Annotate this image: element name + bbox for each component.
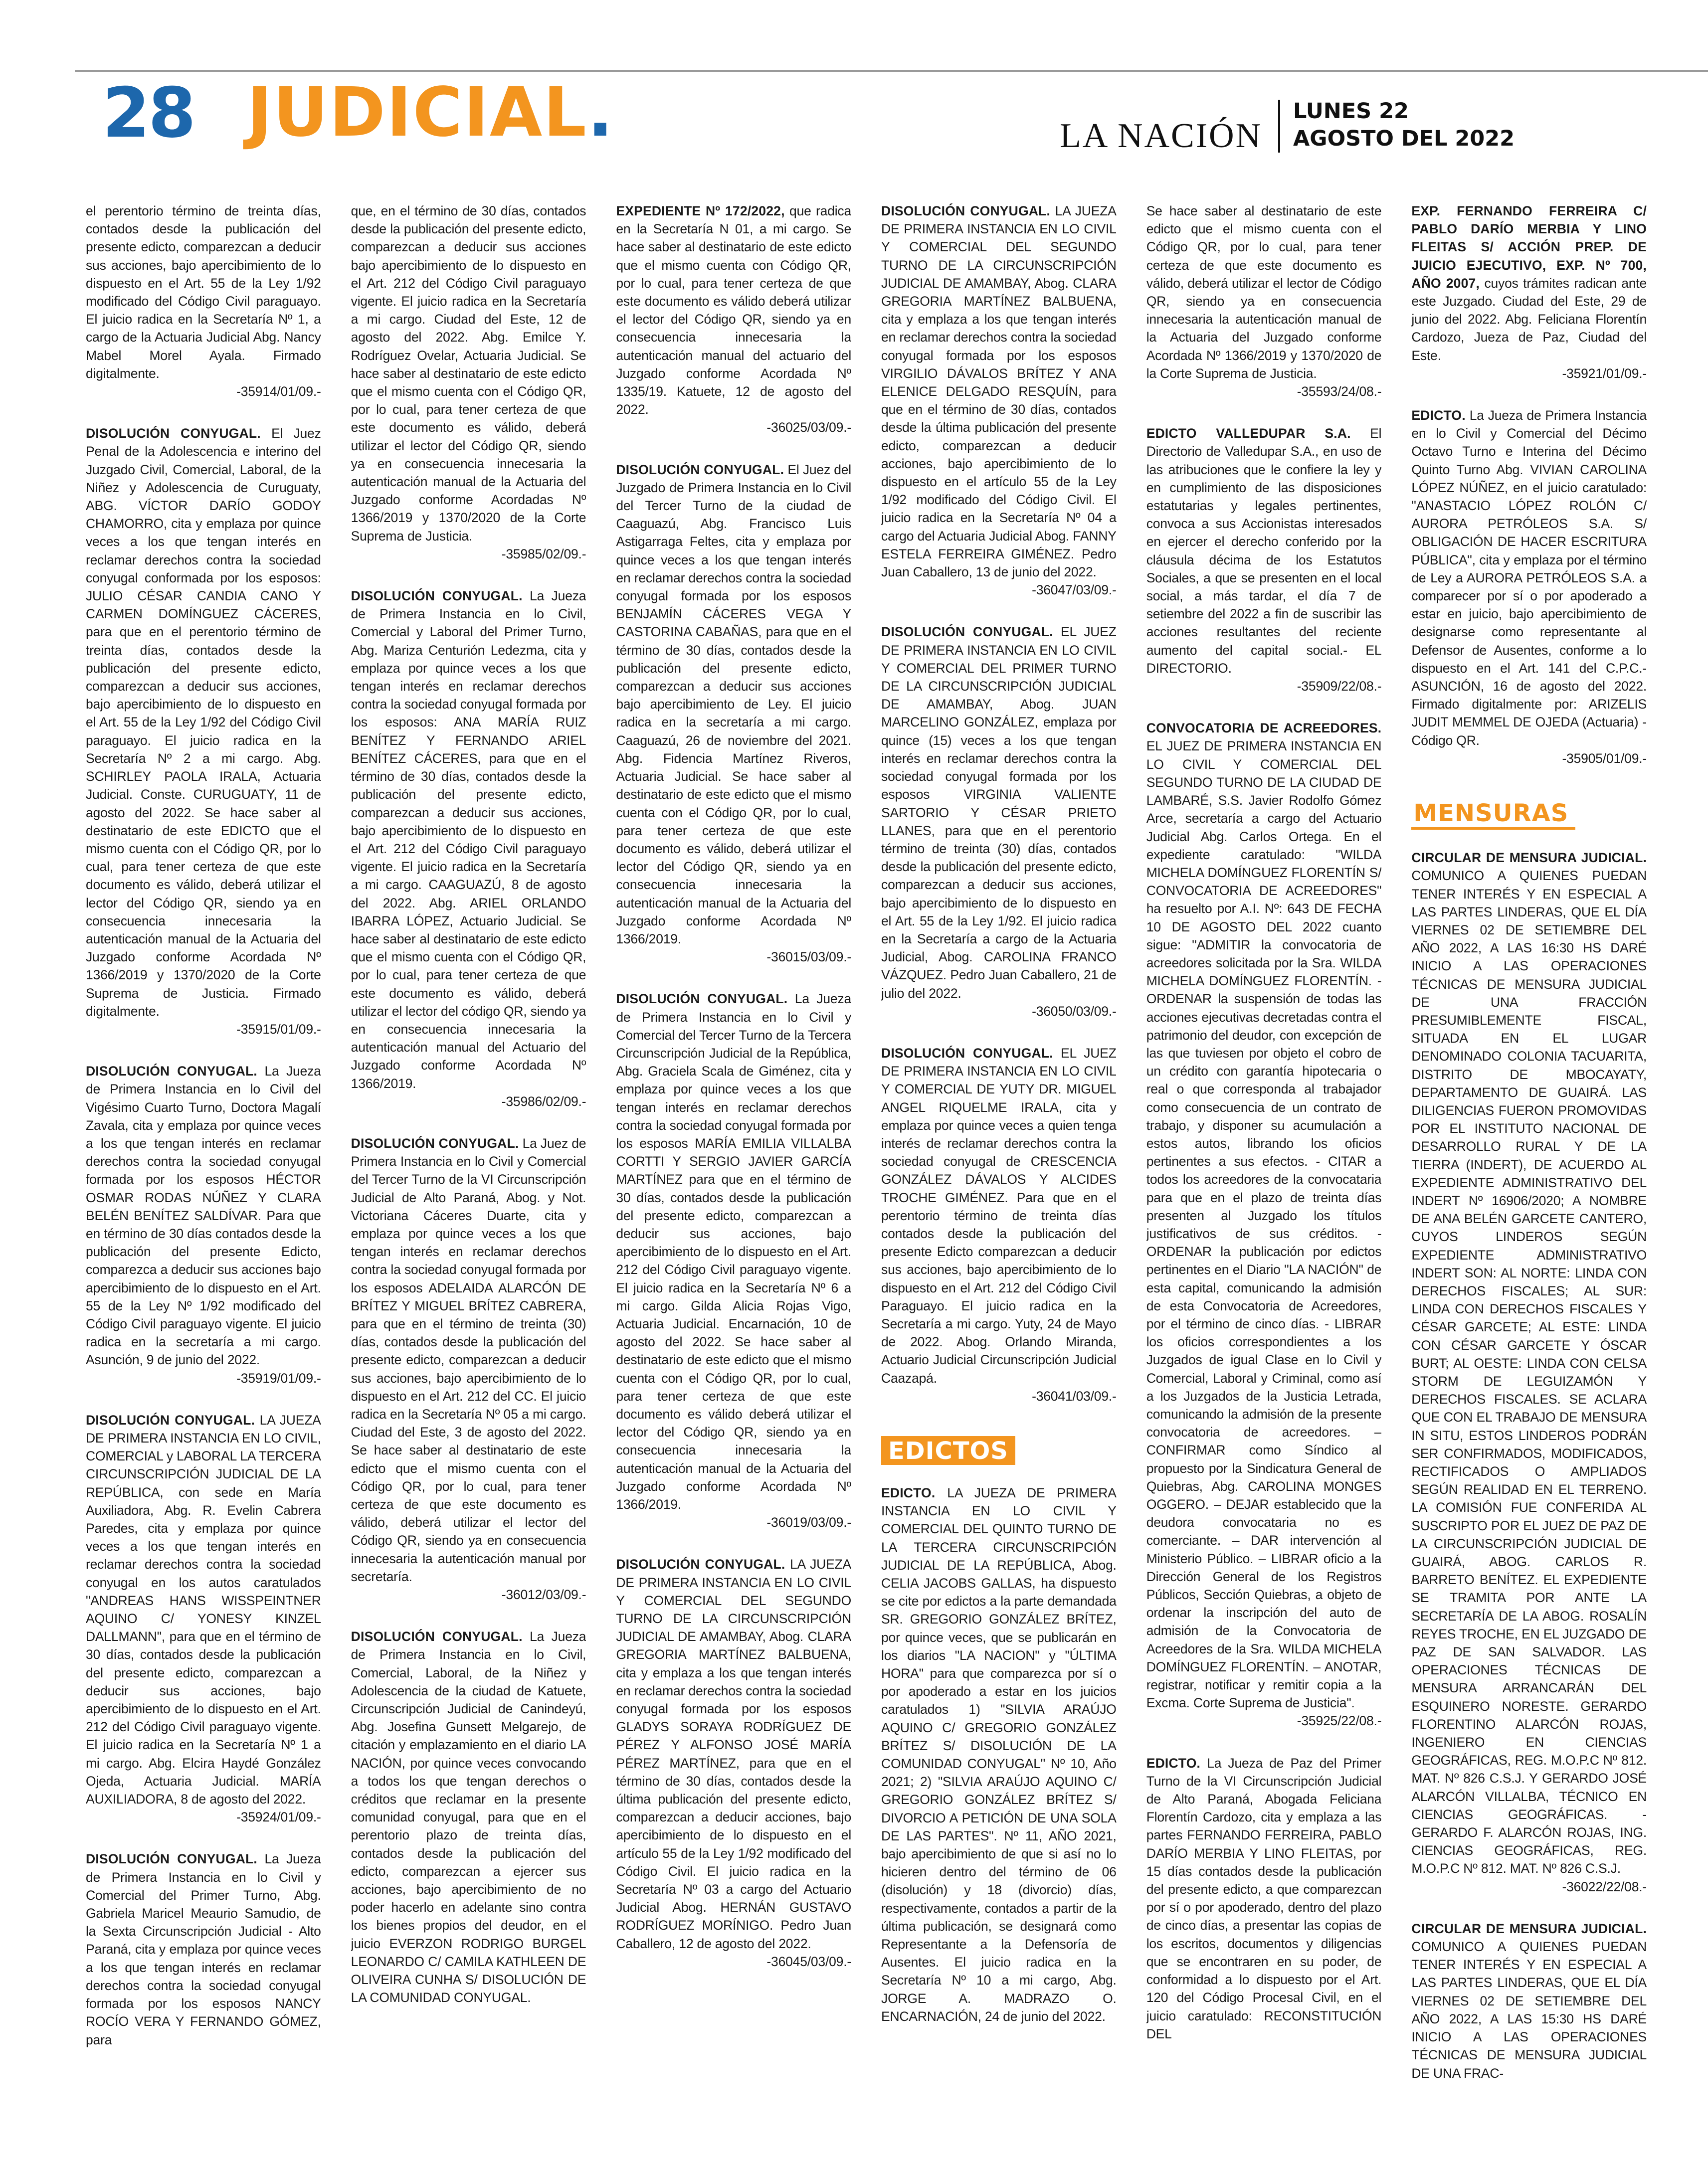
notice-body: EL JUEZ DE PRIMERA INSTANCIA EN LO CIVIL Y COMERCIAL DEL SEGUNDO TURNO DE LA CIUDAD DE LAMBARÉ, S.S. Javier Rodolfo Gómez Arce, secretaría a cargo del Actuario Judicial Abg. Carlos Ortega. En el expediente caratulado: "WILDA MICHELA DOMÍNGUEZ FLORENTÍN S/ CONVOCATORIA DE ACREEDORES" ha resuelto por A.I. Nº: 643 DE FECHA 10 DE AGOSTO DEL 2022 cuanto sigue: "ADMITIR la convocatoria de acreedores solicitada por la Sra. WILDA MICHELA DOMÍNGUEZ FLORENTÍN. - ORDENAR la suspensión de todas las acciones ejecutivas decretadas contra el patrimonio del deudor, con excepción de las que tuviesen por objeto el cobro de un crédito con garantía hipotecaria o real o que corresponda al trabajador como consecuencia de un contrato de trabajo, y disponer su acumulación a estos autos, librando los oficios pertinentes a sus efectos. - CITAR a todos los acreedores de la convocataria para que en el plazo de treinta días presenten al Juzgado los títulos justificativos de sus créditos. - ORDENAR la publicación por edictos pertinentes en el Diario "LA NACIÓN" de esta capital, comunicando la admisión de esta Convocatoria de Acreedores, por el término de cinco días. - LIBRAR los oficios correspondientes a los Juzgados de igual Clase en lo Civil y Comercial, Laboral y Criminal, como así a los Juzgados de la Justicia Letrada, comunicando la admisión de la presente convocatoria de acreedores. – CONFIRMAR como Síndico al propuesto por la Sindicatura General de Quiebras, Abg. CAROLINA MONGES OGGERO. – DEJAR establecido que la deudora convocataria no es comerciante. – DAR intervención al Ministerio Público. – LIBRAR oficio a la Dirección General de los Registros Públicos, Sección Quiebras, a objeto de ordenar la inscripción del auto de admisión de la Convocatoria de Acreedores de la Sra. WILDA MICHELA DOMÍNGUEZ FLORENTÍN. – ANOTAR, registrar, notificar y remitir copia a la Excma. Corte Suprema de Justicia".	[1146, 738, 1382, 1711]
column-1	[86, 202, 321, 2162]
notice-heading: DISOLUCIÓN CONYUGAL.	[881, 624, 1053, 640]
section-title-dot: .	[587, 73, 614, 152]
notice-reference: -35909/22/08.-	[1297, 679, 1382, 694]
notice-heading: DISOLUCIÓN CONYUGAL.	[881, 203, 1051, 218]
section-rubric: EDICTOS	[881, 1436, 1015, 1465]
notice-heading: DISOLUCIÓN CONYUGAL.	[616, 991, 788, 1007]
page-number: 28	[102, 73, 194, 153]
column-4	[881, 202, 1117, 2162]
legal-notice	[86, 1062, 321, 1387]
notice-heading: EDICTO.	[1146, 1755, 1201, 1771]
notice-reference: -36047/03/09.-	[1032, 582, 1117, 598]
notice-body: La Juez de Primera Instancia en lo Civil y Comercial del Tercer Turno de la VI Circunscripción Judicial de Alto Paraná, Abog. y Not. Victoriana Cáceres Duarte, cita y emplaza por quince veces a los que tengan interés en reclamar derechos contra la sociedad conyugal formada por los esposos ADELAIDA ALARCÓN DE BRÍTEZ Y MIGUEL BRÍTEZ CABRERA, para que en el término de treinta (30) días, contados desde la publicación del presente edicto, comparezcan a deducir sus acciones, bajo apercibimiento de lo dispuesto en el Art. 212 del CC. El juicio radica en la Secretaría Nº 05 a mi cargo. Ciudad del Este, 3 de agosto del 2022. Se hace saber al destinatario de este edicto que el mismo cuenta con el Código QR, por lo cual, para tener certeza de que este documento es válido, deberá utilizar el lector del Código QR, siendo ya en consecuencia innecesaria la autenticación manual por secretaría.	[351, 1135, 586, 1584]
column-3	[616, 202, 851, 2162]
legal-notice	[351, 1134, 586, 1604]
notice-body: LA JUEZA DE PRIMERA INSTANCIA EN LO CIVIL Y COMERCIAL DEL SEGUNDO TURNO DE LA CIRCUNSCRIPCIÓN JUDICIAL DE AMAMBAY, Abog. CLARA GREGORIA MARTÍNEZ BALBUENA, cita y emplaza a los que tengan interés en reclamar derechos contra la sociedad conyugal formada por los esposos GLADYS SORAYA RODRÍGUEZ DE PÉREZ Y ALFONSO JOSÉ MARÍA PÉREZ MARTÍNEZ, para que en el término de 30 días, contados desde la última publicación del presente edicto, comparezcan a deducir acciones, bajo apercibimiento de lo dispuesto en el artículo 55 de la Ley 1/92 modificado del Código Civil. El juicio radica en la Secretaría Nº 03 a cargo del Actuario Judicial Abog. HERNÁN GUSTAVO RODRÍGUEZ MORÍNIGO. Pedro Juan Caballero, 12 de agosto del 2022.	[616, 1557, 852, 1951]
notice-heading: CONVOCATORIA DE ACREEDORES.	[1146, 721, 1382, 736]
notice-heading: DISOLUCIÓN CONYUGAL.	[616, 462, 784, 477]
notice-reference: -36045/03/09.-	[766, 1954, 852, 1969]
notice-body: El Juez Penal de la Adolescencia e interino del Juzgado Civil, Comercial, Laboral, de la Niñez y Adolescencia de Curuguaty, ABG. VÍCTOR DARÍO GODOY CHAMORRO, cita y emplaza por quince veces a los que tengan interés en reclamar derechos contra la sociedad conyugal conformada por los esposos: JULIO CÉSAR CANDIA CANO Y CARMEN DOMÍNGUEZ CÁCERES, para que en el perentorio término de treinta días, contados desde la publicación del presente edicto, comparezcan a deducir sus acciones, bajo apercibimiento de lo dispuesto en el Art. 55 de la Ley 1/92 del Código Civil paraguayo. El juicio radica en la Secretaría Nº 2 a mi cargo. Abg. SCHIRLEY PAOLA IRALA, Actuaria Judicial. Conste. CURUGUATY, 11 de agosto del 2022. Se hace saber al destinatario de este EDICTO que el mismo cuenta con el Código QR, por lo cual, para tener certeza de que este documento es válido, deberá utilizar el lector del Código QR, siendo ya en consecuencia innecesaria la autenticación manual de la Actuaria del Juzgado conforme Acordada Nº 1366/2019 y 1370/2020 de la Corte Suprema de Justicia. Firmado digitalmente.	[86, 426, 321, 1019]
legal-notice	[1411, 849, 1647, 1896]
legal-notice	[86, 1850, 321, 2048]
notice-heading: DISOLUCIÓN CONYUGAL.	[86, 1851, 257, 1867]
notice-body: La Jueza de Primera Instancia en lo Civil y Comercial del Tercer Turno de la Tercera Circunscripción Judicial de la República, Abg. Graciela Scala de Giménez, cita y emplaza por quince veces a los que tengan interés en reclamar derechos contra la sociedad conyugal formada por los esposos MARÍA EMILIA VILLALBA CORTTI Y SERGIO JAVIER GARCÍA MARTÍNEZ para que en el término de 30 días, contados desde la publicación del presente edicto, comparezcan a deducir sus acciones, bajo apercibimiento de lo dispuesto en el Art. 212 del Código Civil paraguayo vigente. El juicio radica en la Secretaría Nº 6 a mi cargo. Gilda Alicia Rojas Vigo, Actuaria Judicial. Encarnación, 10 de agosto del 2022. Se hace saber al destinatario de este edicto que el mismo cuenta con el Código QR, por lo cual, para tener certeza de que este documento es válido deberá utilizar el lector del Código QR, siendo ya en consecuencia innecesaria la autenticación manual de la Actuaria del Juzgado conforme Acordada Nº 1366/2019.	[616, 991, 852, 1512]
notice-body: El Directorio de Valledupar S.A., en uso de las atribuciones que le confiere la ley y en cumplimiento de las disposiciones estatutarias y legales pertinentes, convoca a sus Accionistas interesados en ejercer el derecho conferido por la cláusula décima de los Estatutos Sociales, a que se presenten en el local social, a más tardar, el día 7 de setiembre del 2022 a fin de suscribir las acciones resultantes del reciente aumento del capital social.- EL DIRECTORIO.	[1146, 426, 1382, 676]
notice-body: La Jueza de Primera Instancia en lo Civil del Vigésimo Cuarto Turno, Doctora Magalí Zavala, cita y emplaza por quince veces a los que tengan interés en reclamar derechos contra la sociedad conyugal formada por los esposos HÉCTOR OSMAR RODAS NÚÑEZ Y CLARA BELÉN BENÍTEZ SALDÍVAR. Para que en término de 30 días contados desde la publicación del presente Edicto, comparezca a deducir sus acciones bajo apercibimiento de lo dispuesto en el Art. 55 de la Ley Nº 1/92 modificado del Código Civil paraguayo vigente. El juicio radica en la secretaría a mi cargo. Asunción, 9 de junio del 2022.	[86, 1064, 321, 1368]
notice-reference: -35915/01/09.-	[236, 1021, 321, 1037]
legal-notice	[1411, 406, 1647, 767]
notice-heading: DISOLUCIÓN CONYUGAL.	[351, 588, 523, 604]
legal-notice	[881, 1044, 1117, 1405]
notice-body: La Jueza de Primera Instancia en lo Civil y Comercial del Décimo Octavo Turno e Interina del Décimo Quinto Turno Abg. VIVIAN CAROLINA LÓPEZ NÚÑEZ, en el juicio caratulado: "ANASTACIO LÓPEZ ROLÓN C/ AURORA PETRÓLEOS S.A. S/ OBLIGACIÓN DE HACER ESCRITURA PÚBLICA", cita y emplaza por el término de Ley a AURORA PETRÓLEOS S.A. a comparecer por sí o por apoderado a estar en juicio, bajo apercibimiento de designarse como representante al Defensor de Ausentes, conforme a lo dispuesto en el Art. 141 del C.P.C.- ASUNCIÓN, 16 de agosto del 2022. Firmado digitalmente por: ARIZELIS JUDIT MEMMEL DE OJEDA (Actuaria) - Código QR.	[1411, 408, 1647, 748]
notice-body: EL JUEZ DE PRIMERA INSTANCIA EN LO CIVIL Y COMERCIAL DEL PRIMER TURNO DE LA CIRCUNSCRIPCIÓN JUDICIAL DE AMAMBAY, Abog. JUAN MARCELINO GONZÁLEZ, emplaza por quince (15) veces a los que tengan interés en reclamar derechos contra la sociedad conyugal formada por los esposos VIRGINIA VALIENTE SARTORIO Y CÉSAR PRIETO LLANES, para que en el perentorio término de treinta (30) días, contados desde la publicación del presente edicto, comparezcan a deducir sus acciones, bajo apercibimiento de lo dispuesto en el Art. 55 de la Ley 1/92. El juicio radica en la Secretaría a cargo de la Actuaria Judicial, Abog. CAROLINA FRANCO VÁZQUEZ. Pedro Juan Caballero, 21 de julio del 2022.	[881, 624, 1117, 1001]
notice-reference: -36019/03/09.-	[766, 1515, 852, 1530]
legal-notice	[616, 461, 851, 966]
column-6	[1411, 202, 1647, 2162]
notice-heading: CIRCULAR DE MENSURA JUDICIAL.	[1411, 1921, 1647, 1936]
notice-body: cuyos trámites radican ante este Juzgado. Ciudad del Este, 29 de junio del 2022. Abg. Feliciana Florentín Cardozo, Jueza de Paz, Ciudad del Este.	[1411, 275, 1647, 363]
notice-heading: EXP. FERNANDO FERREIRA C/ PABLO DARÍO MERBIA Y LINO FLEITAS S/ ACCIÓN PREP. DE JUICIO EJECUTIVO, EXP. Nº 700, AÑO 2007,	[1411, 203, 1647, 291]
notice-heading: EDICTO.	[881, 1485, 936, 1500]
legal-notice	[616, 202, 851, 437]
notice-reference: -35593/24/08.-	[1297, 384, 1382, 399]
section-title-text: JUDICIAL	[247, 73, 587, 152]
legal-notice	[86, 202, 321, 400]
classified-columns	[86, 202, 1647, 2162]
notice-heading: EDICTO VALLEDUPAR S.A.	[1146, 426, 1351, 441]
legal-notice	[351, 587, 586, 1110]
notice-reference: -35986/02/09.-	[501, 1093, 586, 1109]
notice-heading: CIRCULAR DE MENSURA JUDICIAL.	[1411, 850, 1647, 866]
legal-notice	[616, 990, 851, 1531]
notice-reference: -35905/01/09.-	[1562, 750, 1647, 766]
notice-body: el perentorio término de treinta días, contados desde la publicación del presente edicto, comparezcan a deducir sus acciones, bajo apercibimiento de lo dispuesto en el Art. 55 de la Ley 1/92 modificado del Código Civil paraguayo. El juicio radica en la Secretaría Nº 1, a cargo de la Actuaria Judicial Abg. Nancy Mabel Morel Ayala. Firmado digitalmente.	[86, 203, 321, 381]
notice-body: La Jueza de Paz del Primer Turno de la VI Circunscripción Judicial de Alto Paraná, Abogada Feliciana Florentín Cardozo, cita y emplaza a las partes FERNANDO FERREIRA, PABLO DARÍO MERBIA Y LINO FLEITAS, por 15 días contados desde la publicación del presente edicto, a que comparezcan por sí o por apoderado, dentro del plazo de cinco días, a presentar las copias de los escritos, documentos y diligencias que se encontraren en su poder, de conformidad a lo dispuesto por el Art. 120 del Código Procesal Civil, en el juicio caratulado: RECONSTITUCIÓN DEL	[1146, 1755, 1382, 2041]
legal-notice	[881, 623, 1117, 1020]
legal-notice	[351, 1628, 586, 2006]
notice-heading: DISOLUCIÓN CONYUGAL.	[351, 1629, 523, 1644]
notice-heading: EXPEDIENTE Nº 172/2022,	[616, 203, 785, 218]
section-rubric: MENSURAS	[1411, 798, 1575, 830]
notice-reference: -35985/02/09.-	[501, 546, 586, 561]
notice-body: LA JUEZA DE PRIMERA INSTANCIA EN LO CIVIL Y COMERCIAL DEL SEGUNDO TURNO DE LA CIRCUNSCRIPCIÓN JUDICIAL DE AMAMBAY, Abog. CLARA GREGORIA MARTÍNEZ BALBUENA, cita y emplaza a los que tengan interés en reclamar derechos contra la sociedad conyugal formada por los esposos VIRGILIO DÁVALOS BRÍTEZ Y ANA ELENICE DELGADO RESQUÍN, para que en el término de 30 días, contados desde la última publicación del presente edicto, comparezcan a deducir acciones, bajo apercibimiento de lo dispuesto en el artículo 55 de la Ley 1/92 modificado del Código Civil. El juicio radica en la Secretaría Nº 04 a cargo del Actuaria Judicial Abog. FANNY ESTELA FERREIRA GIMÉNEZ. Pedro Juan Caballero, 13 de junio del 2022.	[881, 203, 1117, 580]
top-rule	[75, 70, 1708, 72]
notice-body: El Juez del Juzgado de Primera Instancia en lo Civil del Tercer Turno de la ciudad de Caaguazú, Abg. Francisco Luis Astigarraga Feltes, cita y emplaza por quince veces a los que tengan interés en reclamar derechos contra la sociedad conyugal formada por los esposos BENJAMÍN CÁCERES VEGA Y CASTORINA CABAÑAS, para que en el término de 30 días, contados desde la publicación del presente edicto, comparezcan a deducir sus acciones bajo apercibimiento de Ley. El juicio radica en la secretaría a mi cargo. Caaguazú, 26 de noviembre del 2021. Abg. Fidencia Martínez Riveros, Actuaria Judicial. Se hace saber al destinatario de este edicto que el mismo cuenta con el Código QR, por lo cual, para tener certeza de que este documento es válido, deberá utilizar el lector del Código QR, siendo ya en consecuencia innecesaria la autenticación manual de la Actuaria del Juzgado conforme Acordada Nº 1366/2019.	[616, 462, 852, 946]
notice-reference: -35925/22/08.-	[1297, 1713, 1382, 1729]
notice-body: Se hace saber al destinatario de este edicto que el mismo cuenta con el Código QR, por lo cual, para tener certeza de que este documento es válido, deberá utilizar el lector de Código QR, siendo ya en consecuencia innecesaria la autenticación manual de la Actuaria del Juzgado conforme Acordada Nº 1366/2019 y 1370/2020 de la Corte Suprema de Justicia.	[1146, 203, 1382, 381]
legal-notice	[616, 1555, 851, 1971]
notice-body: que radica en la Secretaría N 01, a mi cargo. Se hace saber al destinatario de este edicto que el mismo cuenta con Código QR, por lo cual, para tener certeza de que este documento es válido deberá utilizar el lector del Código QR, siendo ya en consecuencia innecesaria la autenticación manual del actuario del Juzgado conforme Acordada Nº 1335/19. Katuete, 12 de agosto del 2022.	[616, 203, 852, 417]
notice-body: La Jueza de Primera Instancia en lo Civil, Comercial y Laboral del Primer Turno, Abg. Mariza Centurión Ledezma, cita y emplaza por quince veces a los que tengan interés en reclamar derechos contra la sociedad conyugal formada por los esposos: ANA MARÍA RUIZ BENÍTEZ Y FERNANDO ARIEL BENÍTEZ CÁCERES, para que en el término de 30 días, contados desde la publicación del presente edicto, comparezcan a deducir sus acciones, bajo apercibimiento de lo dispuesto en el Art. 212 del Código Civil paraguayo vigente. El juicio radica en la Secretaría a mi cargo. CAAGUAZÚ, 8 de agosto del 2022. Abg. ARIEL ORLANDO IBARRA LÓPEZ, Actuario Judicial. Se hace saber al destinatario de este edicto que el mismo cuenta con el Código QR, por lo cual, para tener certeza de que este documento es válido, deberá utilizar el lector del código QR, siendo ya en consecuencia innecesaria la autenticación manual del Actuario del Juzgado conforme Acordada Nº 1366/2019.	[351, 588, 586, 1091]
notice-reference: -36012/03/09.-	[501, 1587, 586, 1603]
legal-notice	[1146, 1754, 1382, 2043]
legal-notice	[1146, 719, 1382, 1730]
dateline-date: AGOSTO DEL 2022	[1293, 126, 1515, 151]
notice-reference: -35914/01/09.-	[236, 384, 321, 399]
notice-heading: DISOLUCIÓN CONYUGAL.	[616, 1557, 785, 1572]
legal-notice	[1411, 1920, 1647, 2082]
notice-heading: DISOLUCIÓN CONYUGAL.	[881, 1045, 1053, 1061]
legal-notice	[86, 1411, 321, 1826]
newspaper-logo: LA NACIÓN	[1060, 117, 1263, 155]
legal-notice	[1411, 202, 1647, 382]
notice-reference: -36041/03/09.-	[1032, 1388, 1117, 1404]
notice-body: COMUNICO A QUIENES PUEDAN TENER INTERÉS Y EN ESPECIAL A LAS PARTES LINDERAS, QUE EL DÍA VIERNES 02 DE SETIEMBRE DEL AÑO 2022, A LAS 16:30 HS DARÉ INICIO A LAS OPERACIONES TÉCNICAS DE MENSURA JUDICIAL DE UNA FRACCIÓN PRESUMIBLEMENTE FISCAL, SITUADA EN EL LUGAR DENOMINADO COLONIA TACUARITA, DISTRITO DE MBOCAYATY, DEPARTAMENTO DE GUAIRÁ. LAS DILIGENCIAS FUERON PROMOVIDAS POR EL INSTITUTO NACIONAL DE DESARROLLO RURAL Y DE LA TIERRA (INDERT), DE ACUERDO AL EXPEDIENTE ADMINISTRATIVO DEL INDERT Nº 16906/2020; A NOMBRE DE ANA BELÉN GARCETE CANTERO, CUYOS LINDEROS SEGÚN EXPEDIENTE ADMINISTRATIVO INDERT SON: AL NORTE: LINDA CON DERECHOS FISCALES; AL SUR: LINDA CON DERECHOS FISCALES Y CÉSAR GARCETE; AL ESTE: LINDA CON CÉSAR GARCETE Y ÓSCAR BURT; AL OESTE: LINDA CON CELSA STORM DE LEGUIZAMÓN Y DERECHOS FISCALES. SE ACLARA QUE CON EL TRABAJO DE MENSURA IN SITU, ESTOS LINDEROS PODRÁN SER CONFIRMADOS, MODIFICADOS, RECTIFICADOS O AMPLIADOS SEGÚN REALIDAD EN EL TERRENO. LA COMISIÓN FUE CONFERIDA AL SUSCRIPTO POR EL JUEZ DE PAZ DE LA CIRCUNSCRIPCIÓN JUDICIAL DE GUAIRÁ, ABOG. CARLOS R. BARRETO BENÍTEZ. EL EXPEDIENTE SE TRAMITA POR ANTE LA SECRETARÍA DE LA ABOG. ROSALÍN REYES TROCHE, EN EL JUZGADO DE PAZ DE SAN SALVADOR. LAS OPERACIONES TÉCNICAS DE MENSURA ARRANCARÁN DEL ESQUINERO NORESTE. GERARDO FLORENTINO ALARCÓN ROJAS, INGENIERO EN CIENCIAS GEOGRÁFICAS, REG. M.O.P.C Nº 812. MAT. Nº 826 C.S.J. Y GERARDO JOSÉ ALARCÓN VILLALBA, TÉCNICO EN CIENCIAS GEOGRÁFICAS. -GERARDO F. ALARCÓN ROJAS, ING. CIENCIAS GEOGRÁFICAS, REG. M.O.P.C Nº 812. MAT. Nº 826 C.S.J.	[1411, 868, 1647, 1876]
notice-heading: DISOLUCIÓN CONYUGAL.	[351, 1135, 519, 1151]
notice-heading: DISOLUCIÓN CONYUGAL.	[86, 1064, 257, 1079]
notice-reference: -35924/01/09.-	[236, 1810, 321, 1825]
notice-reference: -35919/01/09.-	[236, 1370, 321, 1386]
notice-body: COMUNICO A QUIENES PUEDAN TENER INTERÉS Y EN ESPECIAL A LAS PARTES LINDERAS, QUE EL DÍA VIERNES 02 DE SETIEMBRE DEL AÑO 2022, A LAS 15:30 HS DARÉ INICIO A LAS OPERACIONES TÉCNICAS DE MENSURA JUDICIAL DE UNA FRAC-	[1411, 1939, 1647, 2081]
notice-reference: -36015/03/09.-	[766, 949, 852, 965]
column-5	[1146, 202, 1382, 2162]
legal-notice	[86, 424, 321, 1038]
masthead-separator	[1278, 100, 1280, 153]
section-title	[247, 73, 614, 152]
notice-reference: -36025/03/09.-	[766, 420, 852, 435]
notice-reference: -35921/01/09.-	[1562, 365, 1647, 381]
dateline-day: LUNES 22	[1293, 99, 1409, 124]
notice-body: EL JUEZ DE PRIMERA INSTANCIA EN LO CIVIL Y COMERCIAL DE YUTY DR. MIGUEL ANGEL RIQUELME IRALA, cita y emplaza por quince veces a quien tenga interés de reclamar derechos contra la sociedad conyugal de CRESCENCIA GONZÁLEZ DÁVALOS Y ALCIDES TROCHE GIMÉNEZ. Para que en el perentorio término de treinta días contados desde la publicación del presente Edicto comparezcan a deducir sus acciones, bajo apercibimiento de lo dispuesto en el Art. 212 del Código Civil Paraguayo. El juicio radica en la Secretaría a mi cargo. Yuty, 24 de Mayo de 2022. Abog. Orlando Miranda, Actuario Judicial Circunscripción Judicial Caazapá.	[881, 1045, 1117, 1386]
notice-body: LA JUEZA DE PRIMERA INSTANCIA EN LO CIVIL Y COMERCIAL DEL QUINTO TURNO DE LA TERCERA CIRCUNSCRIPCIÓN JUDICIAL DE LA REPÚBLICA, Abog. CELIA JACOBS GALLAS, ha dispuesto se cite por edictos a la parte demandada SR. GREGORIO GONZÁLEZ BRÍTEZ, por quince veces, que se publicarán en los diarios "LA NACION" y "ÚLTIMA HORA" para que comparezca por sí o por apoderado a estar en los juicios caratulados 1) "SILVIA ARAÚJO AQUINO C/ GREGORIO GONZÁLEZ BRÍTEZ S/ DISOLUCIÓN DE LA COMUNIDAD CONYUGAL" Nº 10, Año 2021; 2) "SILVIA ARAÚJO AQUINO C/ GREGORIO GONZÁLEZ BRÍTEZ S/ DIVORCIO A PETICIÓN DE UNA SOLA DE LAS PARTES". Nº 11, AÑO 2021, bajo apercibimiento de que si así no lo hicieren dentro del término de 06 (disolución) y 18 (divorcio) días, respectivamente, contados a partir de la última publicación, se designará como Representante a la Defensoría de Ausentes. El juicio radica en la Secretaría Nº 10 a mi cargo, Abg. JORGE A. MADRAZO O. ENCARNACIÓN, 24 de junio del 2022.	[881, 1485, 1117, 2024]
notice-reference: -36050/03/09.-	[1032, 1003, 1117, 1019]
notice-body: La Jueza de Primera Instancia en lo Civil, Comercial, Laboral, de la Niñez y Adolescencia de la ciudad de Katuete, Circunscripción Judicial de Canindeyú, Abg. Josefina Gunsett Melgarejo, de citación y emplazamiento en el diario LA NACIÓN, por quince veces convocando a todos los que tengan derechos o créditos que reclamar en la presente comunidad conyugal, para que en el perentorio plazo de treinta días, contados desde la publicación del edicto, comparezcan a ejercer sus acciones, bajo apercibimiento de no poder hacerlo en adelante sino contra los bienes propios del deudor, en el juicio EVERZON RODRIGO BURGEL LEONARDO C/ CAMILA KATHLEEN DE OLIVEIRA CUNHA S/ DISOLUCIÓN DE LA COMUNIDAD CONYUGAL.	[351, 1629, 586, 2005]
dateline	[1293, 98, 1515, 153]
notice-body: LA JUEZA DE PRIMERA INSTANCIA EN LO CIVIL, COMERCIAL y LABORAL LA TERCERA CIRCUNSCRIPCIÓN JUDICIAL DE LA REPÚBLICA, con sede en María Auxiliadora, Abg. R. Evelin Cabrera Paredes, cita y emplaza por quince veces a los que tengan interés en reclamar derechos contra la sociedad conyugal en los autos caratulados "ANDREAS HANS WISSPEINTNER AQUINO C/ YONESY KINZEL DALLMANN", para que en el término de 30 días, contados desde la publicación del presente edicto, comparezcan a deducir sus acciones, bajo apercibimiento de lo dispuesto en el Art. 212 del Código Civil paraguayo vigente. El juicio radica en la Secretaría Nº 1 a mi cargo. Abg. Elcira Haydé González Ojeda, Actuaria Judicial. MARÍA AUXILIADORA, 8 de agosto del 2022.	[86, 1412, 321, 1807]
notice-reference: -36022/22/08.-	[1562, 1879, 1647, 1894]
legal-notice	[1146, 424, 1382, 695]
notice-heading: DISOLUCIÓN CONYUGAL.	[86, 426, 261, 441]
notice-body: que, en el término de 30 días, contados desde la publicación del presente edicto, comparezcan a deducir sus acciones bajo apercibimiento de lo dispuesto en el Art. 212 del Código Civil paraguayo vigente. El juicio radica en la Secretaría a mi cargo. Ciudad del Este, 12 de agosto del 2022. Abg. Emilce Y. Rodríguez Ovelar, Actuaria Judicial. Se hace saber al destinatario de este edicto que el mismo cuenta con el Código QR, por lo cual, para tener certeza de que este documento es válido, deberá utilizar el lector del Código QR, siendo ya en consecuencia innecesaria la autenticación manual de la Actuaria del Juzgado conforme Acordadas Nº 1366/2019 y 1370/2020 de la Corte Suprema de Justicia.	[351, 203, 586, 544]
legal-notice	[881, 202, 1117, 599]
notice-heading: DISOLUCIÓN CONYUGAL.	[86, 1412, 255, 1428]
notice-body: La Jueza de Primera Instancia en lo Civil y Comercial del Primer Turno, Abg. Gabriela Maricel Meaurio Samudio, de la Sexta Circunscripción Judicial - Alto Paraná, cita y emplaza por quince veces a los que tengan interés en reclamar derechos contra la sociedad conyugal formada por los esposos NANCY ROCÍO VERA Y FERNANDO GÓMEZ, para	[86, 1851, 321, 2047]
legal-notice	[1146, 202, 1382, 400]
notice-heading: EDICTO.	[1411, 408, 1466, 423]
legal-notice	[351, 202, 586, 563]
column-2	[351, 202, 586, 2162]
legal-notice	[881, 1484, 1117, 2025]
